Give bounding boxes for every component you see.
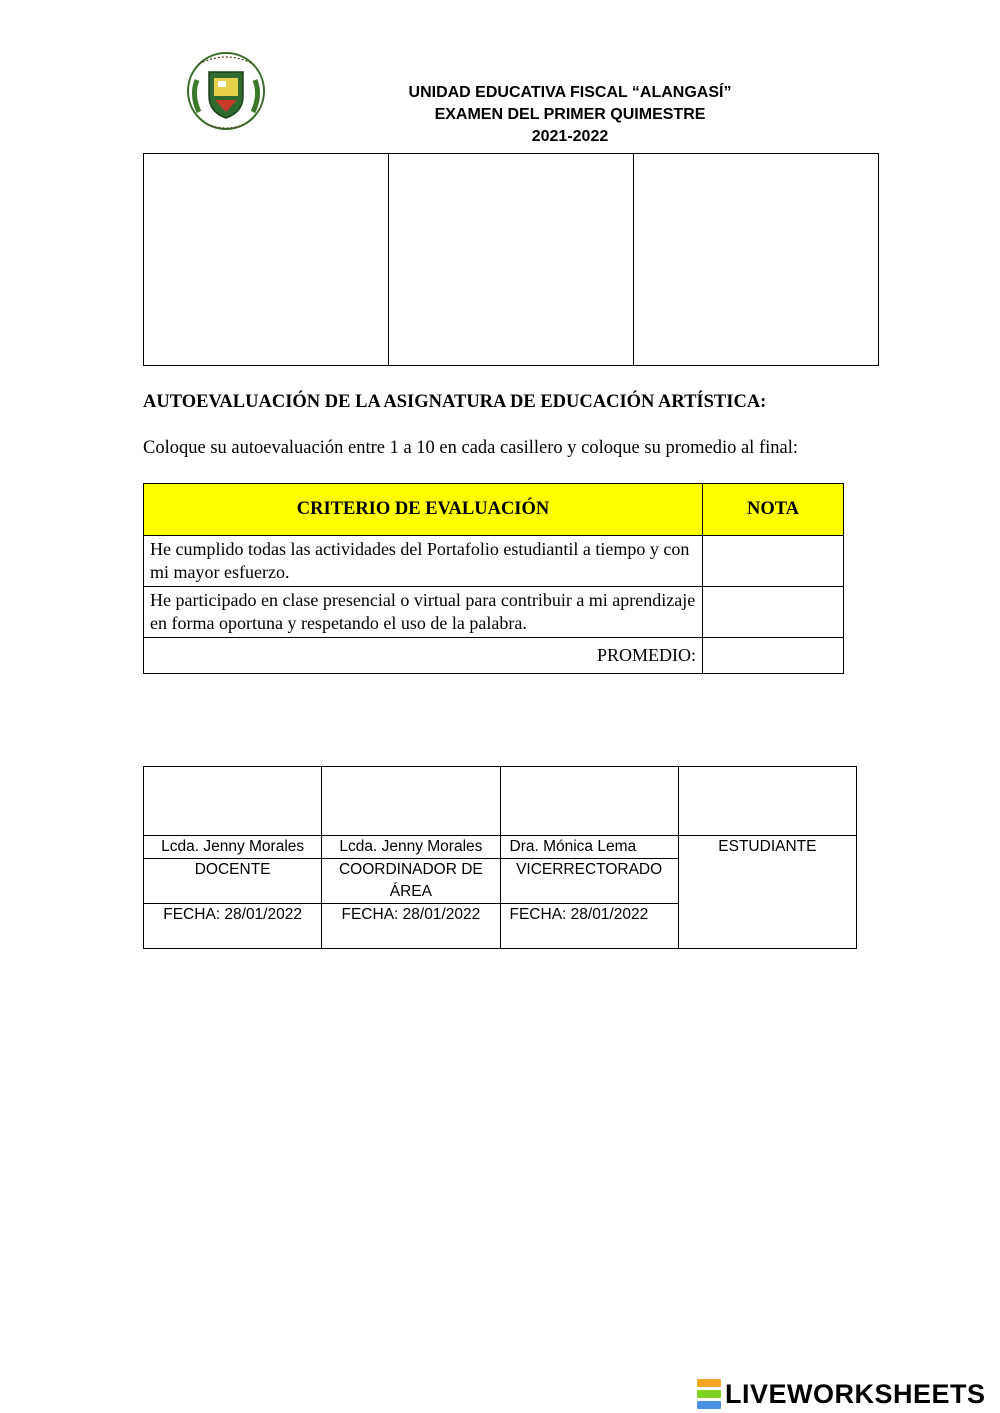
school-name: UNIDAD EDUCATIVA FISCAL “ALANGASÍ” (408, 84, 732, 101)
signature-space-vicerrectorado[interactable] (500, 767, 678, 836)
instructions: Coloque su autoevaluación entre 1 a 10 en cada casillero y coloque su promedio al final: (143, 438, 798, 458)
signer-date-3: FECHA: 28/01/2022 (500, 904, 678, 949)
signer-role-2: COORDINADOR DE ÁREA (322, 859, 500, 904)
liveworksheets-watermark (697, 1376, 986, 1412)
signer-name-2: Lcda. Jenny Morales (322, 836, 500, 859)
drawing-boxes (143, 153, 879, 366)
drawing-box-2[interactable] (389, 154, 634, 366)
column-criterio: CRITERIO DE EVALUACIÓN (144, 484, 703, 536)
logo-bar-2 (697, 1390, 721, 1398)
liveworksheets-logo-icon (697, 1379, 721, 1409)
signature-space-docente[interactable] (144, 767, 322, 836)
criterio-1: He cumplido todas las actividades del Portafolio estudiantil a tiempo y con mi mayor esfuerzo. (144, 536, 703, 587)
school-crest-icon (185, 50, 267, 132)
school-year: 2021-2022 (531, 128, 609, 145)
logo-bar-1 (697, 1379, 721, 1387)
signer-name-1: Lcda. Jenny Morales (144, 836, 322, 859)
exam-title: EXAMEN DEL PRIMER QUIMESTRE (434, 106, 706, 123)
nota-input-1[interactable] (703, 536, 844, 587)
section-title: AUTOEVALUACIÓN DE LA ASIGNATURA DE EDUCACIÓN ARTÍSTICA: (143, 392, 767, 412)
signer-role-3: VICERRECTORADO (500, 859, 678, 904)
column-nota: NOTA (703, 484, 844, 536)
drawing-box-3[interactable] (634, 154, 879, 366)
signatures-table (143, 766, 857, 949)
signer-date-1: FECHA: 28/01/2022 (144, 904, 322, 949)
signer-role-1: DOCENTE (144, 859, 322, 904)
signer-date-2: FECHA: 28/01/2022 (322, 904, 500, 949)
criterio-2: He participado en clase presencial o virtual para contribuir a mi aprendizaje en forma oportuna y respetando el uso de la palabra. (144, 587, 703, 638)
document-header (300, 82, 840, 148)
signature-space-estudiante[interactable] (678, 767, 856, 836)
signer-name-4: ESTUDIANTE (678, 836, 856, 949)
signer-name-3: Dra. Mónica Lema (500, 836, 678, 859)
promedio-input[interactable] (703, 638, 844, 674)
drawing-box-1[interactable] (144, 154, 389, 366)
signature-space-coordinador[interactable] (322, 767, 500, 836)
logo-bar-3 (697, 1401, 721, 1409)
self-evaluation-table (143, 483, 844, 674)
nota-input-2[interactable] (703, 587, 844, 638)
promedio-label: PROMEDIO: (144, 638, 703, 674)
watermark-text: LIVEWORKSHEETS (725, 1378, 986, 1409)
